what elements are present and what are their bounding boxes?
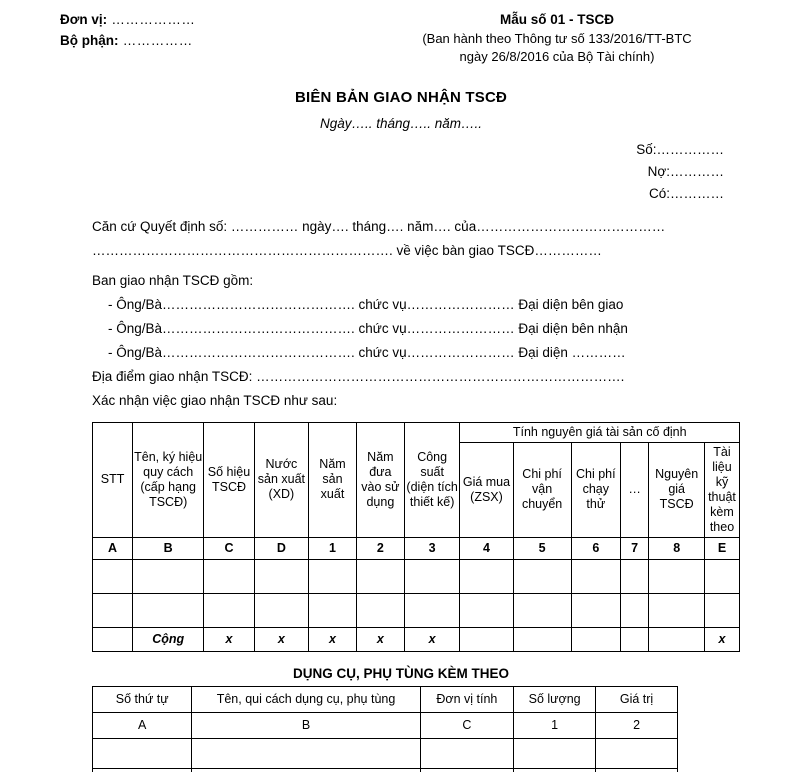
- letter-6: 6: [571, 537, 620, 559]
- letter-3: 3: [404, 537, 460, 559]
- cell-empty[interactable]: [513, 593, 571, 627]
- body-line-2: …………………………………………………………. về việc bàn giao TSCĐ……………: [92, 242, 602, 258]
- table-total-row: [93, 627, 740, 651]
- body-line-1: Căn cứ Quyết định số: …………… ngày…. tháng…. năm…. của……………………………………: [92, 218, 666, 234]
- letter-b: B: [133, 537, 204, 559]
- tools-letter-1: 1: [514, 712, 596, 738]
- cell-empty[interactable]: [93, 559, 133, 593]
- cell-empty[interactable]: [133, 559, 204, 593]
- table-header-row-1: [93, 422, 740, 442]
- letter-8: 8: [649, 537, 705, 559]
- total-cell-9: [571, 627, 620, 651]
- letter-e: E: [704, 537, 739, 559]
- cell-empty[interactable]: [704, 559, 739, 593]
- cell-empty[interactable]: [356, 593, 404, 627]
- total-cell-6: x: [404, 627, 460, 651]
- department-label: Bộ phận:: [60, 32, 119, 48]
- cell-empty[interactable]: [704, 593, 739, 627]
- body-line-3: Ban giao nhận TSCĐ gồm:: [92, 272, 254, 288]
- th-original-cost: Nguyên giá TSCĐ: [649, 442, 705, 537]
- cell-empty[interactable]: [460, 559, 513, 593]
- th-quantity: Số lượng: [514, 686, 596, 712]
- cell-empty[interactable]: [620, 593, 648, 627]
- tools-table: [92, 686, 678, 772]
- th-capacity: Công suất (diện tích thiết kế): [404, 422, 460, 537]
- total-cell-8: [513, 627, 571, 651]
- cell-empty[interactable]: [420, 738, 514, 768]
- unit-row: [60, 10, 360, 31]
- cell-empty[interactable]: [192, 738, 420, 768]
- th-asset-number: Số hiệu TSCĐ: [204, 422, 254, 537]
- cell-empty[interactable]: [460, 593, 513, 627]
- header-left-block: [60, 10, 360, 52]
- cell-empty[interactable]: [404, 593, 460, 627]
- total-cell-3: x: [254, 627, 308, 651]
- cell-empty[interactable]: [404, 559, 460, 593]
- department-dots: ……………: [118, 32, 193, 48]
- letter-5: 5: [513, 537, 571, 559]
- ref-debit: Nợ:…………: [647, 164, 724, 180]
- tools-letter-2: 2: [596, 712, 678, 738]
- cell-empty[interactable]: [93, 738, 192, 768]
- cell-empty[interactable]: [596, 738, 678, 768]
- unit-dots: ………………: [107, 12, 196, 27]
- cell-empty[interactable]: [513, 559, 571, 593]
- th-ellipsis: …: [620, 442, 648, 537]
- cell-empty[interactable]: [514, 768, 596, 772]
- th-test-run-cost: Chi phí chạy thử: [571, 442, 620, 537]
- total-cell-11: [649, 627, 705, 651]
- th-group-original-cost: Tính nguyên giá tài sản cố định: [460, 422, 740, 442]
- table-row[interactable]: [93, 559, 740, 593]
- total-cell-4: x: [309, 627, 357, 651]
- cell-empty[interactable]: [254, 593, 308, 627]
- total-cell-10: [620, 627, 648, 651]
- body-line-4: - Ông/Bà……………………………………. chức vụ…………………… Đại diện bên giao: [108, 296, 624, 312]
- total-cell-0: [93, 627, 133, 651]
- tools-table-wrapper: [0, 686, 802, 772]
- th-order-number: Số thứ tự: [93, 686, 192, 712]
- cell-empty[interactable]: [254, 559, 308, 593]
- cell-empty[interactable]: [192, 768, 420, 772]
- cell-empty[interactable]: [420, 768, 514, 772]
- cell-empty[interactable]: [649, 593, 705, 627]
- cell-empty[interactable]: [133, 593, 204, 627]
- cell-empty[interactable]: [620, 559, 648, 593]
- issued-line-1: (Ban hành theo Thông tư số 133/2016/TT-BTC: [422, 30, 692, 46]
- asset-table: [92, 422, 740, 652]
- department-row: [60, 31, 360, 52]
- body-line-7: Địa điểm giao nhận TSCĐ: ……………………………………………………………………….: [92, 368, 625, 384]
- table-row[interactable]: [93, 738, 678, 768]
- cell-empty[interactable]: [204, 593, 254, 627]
- ref-credit: Có:…………: [648, 185, 724, 201]
- total-cell-12: x: [704, 627, 739, 651]
- letter-4: 4: [460, 537, 513, 559]
- th-technical-docs: Tài liệu kỹ thuật kèm theo: [704, 442, 739, 537]
- th-name-code: Tên, ký hiệu quy cách (cấp hạng TSCĐ): [133, 422, 204, 537]
- letter-1: 1: [309, 537, 357, 559]
- letter-c: C: [204, 537, 254, 559]
- table-letter-row: [93, 537, 740, 559]
- ref-number: Số:……………: [636, 142, 724, 158]
- issued-line-2: ngày 26/8/2016 của Bộ Tài chính): [459, 49, 655, 65]
- cell-empty[interactable]: [649, 559, 705, 593]
- tools-letter-b: B: [192, 712, 420, 738]
- reference-block: [0, 139, 802, 205]
- th-year-made: Năm sản xuất: [309, 422, 357, 537]
- th-unit: Đơn vị tính: [420, 686, 514, 712]
- cell-empty[interactable]: [93, 593, 133, 627]
- header-right-block: [360, 10, 774, 67]
- cell-empty[interactable]: [571, 593, 620, 627]
- total-cell-2: x: [204, 627, 254, 651]
- document-body: [0, 215, 802, 413]
- body-line-6: - Ông/Bà……………………………………. chức vụ…………………… Đại diện …………: [108, 344, 626, 360]
- tools-letter-a: A: [93, 712, 192, 738]
- cell-empty[interactable]: [596, 768, 678, 772]
- tools-letter-c: C: [420, 712, 514, 738]
- letter-d: D: [254, 537, 308, 559]
- letter-a: A: [93, 537, 133, 559]
- cell-empty[interactable]: [514, 738, 596, 768]
- cell-empty[interactable]: [356, 559, 404, 593]
- page-title: BIÊN BẢN GIAO NHẬN TSCĐ: [294, 89, 508, 107]
- th-tool-name: Tên, qui cách dụng cụ, phụ tùng: [192, 686, 420, 712]
- table-row[interactable]: [93, 768, 678, 772]
- form-code: Mẫu số 01 - TSCĐ: [499, 12, 615, 27]
- th-purchase-price: Giá mua (ZSX): [460, 442, 513, 537]
- cell-empty[interactable]: [93, 768, 192, 772]
- document-header: [0, 6, 802, 67]
- cell-empty[interactable]: [309, 593, 357, 627]
- tools-letter-row: [93, 712, 678, 738]
- tools-header-row: [93, 686, 678, 712]
- th-country: Nước sản xuất (XD): [254, 422, 308, 537]
- letter-2: 2: [356, 537, 404, 559]
- total-cell-5: x: [356, 627, 404, 651]
- cell-empty[interactable]: [309, 559, 357, 593]
- total-cell-7: [460, 627, 513, 651]
- table-row[interactable]: [93, 593, 740, 627]
- unit-label: Đơn vị:: [60, 12, 108, 27]
- body-line-8: Xác nhận việc giao nhận TSCĐ như sau:: [92, 392, 338, 408]
- letter-7: 7: [620, 537, 648, 559]
- cell-empty[interactable]: [571, 559, 620, 593]
- tools-section-title: DỤNG CỤ, PHỤ TÙNG KÈM THEO: [293, 665, 509, 681]
- th-value: Giá trị: [596, 686, 678, 712]
- th-transport-cost: Chi phí vận chuyển: [513, 442, 571, 537]
- date-line: Ngày….. tháng….. năm…..: [319, 116, 483, 132]
- body-line-5: - Ông/Bà……………………………………. chức vụ…………………… Đại diện bên nhận: [108, 320, 628, 336]
- cell-empty[interactable]: [204, 559, 254, 593]
- asset-table-wrapper: [0, 422, 802, 652]
- total-label: Cộng: [133, 627, 204, 651]
- th-stt: STT: [93, 422, 133, 537]
- th-year-in-use: Năm đưa vào sử dụng: [356, 422, 404, 537]
